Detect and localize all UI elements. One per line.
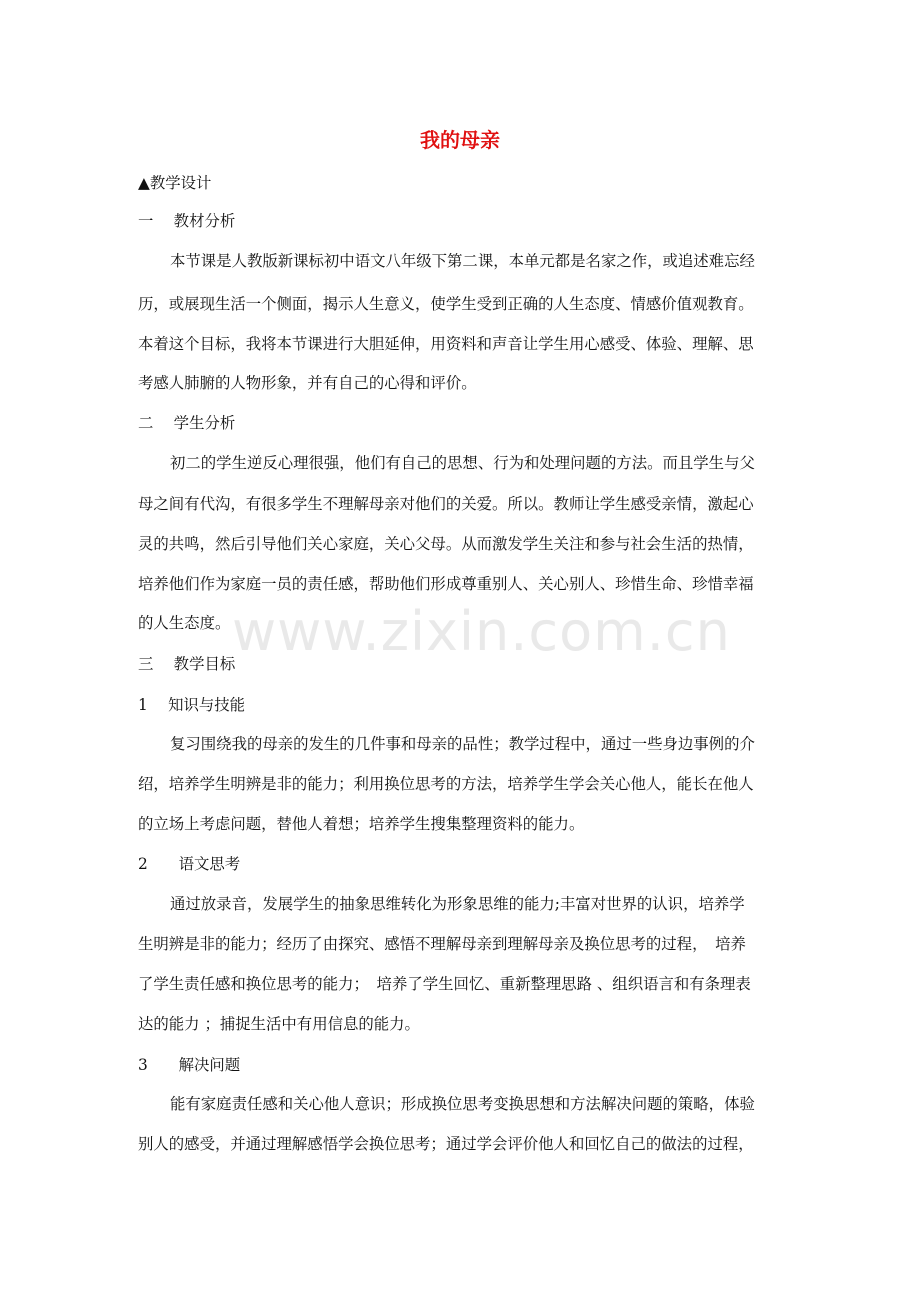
paragraph-line: 生明辨是非的能力；经历了由探究、感悟不理解母亲到理解母亲及换位思考的过程， 培养 [138, 935, 746, 953]
paragraph-line: 本节课是人教版新课标初中语文八年级下第二课，本单元都是名家之作，或追述难忘经 [170, 252, 755, 270]
paragraph-line: 培养他们作为家庭一员的责任感，帮助他们形成尊重别人、关心别人、珍惜生命、珍惜幸福 [138, 575, 754, 593]
paragraph-line: 别人的感受，并通过理解感悟学会换位思考；通过学会评价他人和回忆自己的做法的过程， [138, 1135, 754, 1153]
section-heading-teaching-design: ▲教学设计 [138, 174, 212, 192]
paragraph-line: 的人生态度。 [138, 614, 231, 632]
paragraph-line: 考感人肺腑的人物形象，并有自己的心得和评价。 [138, 374, 477, 392]
paragraph-line: 达的能力 ；捕捉生活中有用信息的能力。 [138, 1015, 420, 1033]
section-heading-teaching-goals: 三 教学目标 [138, 655, 236, 673]
paragraph-line: 通过放录音，发展学生的抽象思维转化为形象思维的能力;丰富对世界的认识，培养学 [170, 895, 745, 913]
subheading-problem-solving: 3 解决问题 [138, 1056, 241, 1074]
paragraph-line: 的立场上考虑问题，替他人着想；培养学生搜集整理资料的能力。 [138, 815, 585, 833]
paragraph-line: 能有家庭责任感和关心他人意识；形成换位思考变换思想和方法解决问题的策略，体验 [170, 1095, 755, 1113]
section-heading-student-analysis: 二 学生分析 [138, 414, 236, 432]
paragraph-line: 灵的共鸣，然后引导他们关心家庭，关心父母。从而激发学生关注和参与社会生活的热情， [138, 535, 754, 553]
watermark: www.zixin.com.cn [232, 600, 731, 663]
document-title: 我的母亲 [420, 128, 500, 152]
paragraph-line: 绍，培养学生明辨是非的能力；利用换位思考的方法，培养学生学会关心他人，能长在他人 [138, 775, 754, 793]
paragraph-line: 初二的学生逆反心理很强，他们有自己的思想、行为和处理问题的方法。而且学生与父 [170, 454, 755, 472]
subheading-language-thinking: 2 语文思考 [138, 855, 241, 873]
section-heading-textbook-analysis: 一 教材分析 [138, 212, 236, 230]
paragraph-line: 母之间有代沟，有很多学生不理解母亲对他们的关爱。所以。教师让学生感受亲情，激起心 [138, 495, 754, 513]
paragraph-line: 本着这个目标，我将本节课进行大胆延伸，用资料和声音让学生用心感受、体验、理解、思 [138, 335, 754, 353]
paragraph-line: 了学生责任感和换位思考的能力； 培养了学生回忆、重新整理思路 、组织语言和有条理表 [138, 975, 751, 993]
paragraph-line: 复习围绕我的母亲的发生的几件事和母亲的品性；教学过程中，通过一些身边事例的介 [170, 735, 755, 753]
subheading-knowledge-skills: 1 知识与技能 [138, 696, 246, 714]
paragraph-line: 历，或展现生活一个侧面，揭示人生意义，使学生受到正确的人生态度、情感价值观教育。 [138, 295, 754, 313]
